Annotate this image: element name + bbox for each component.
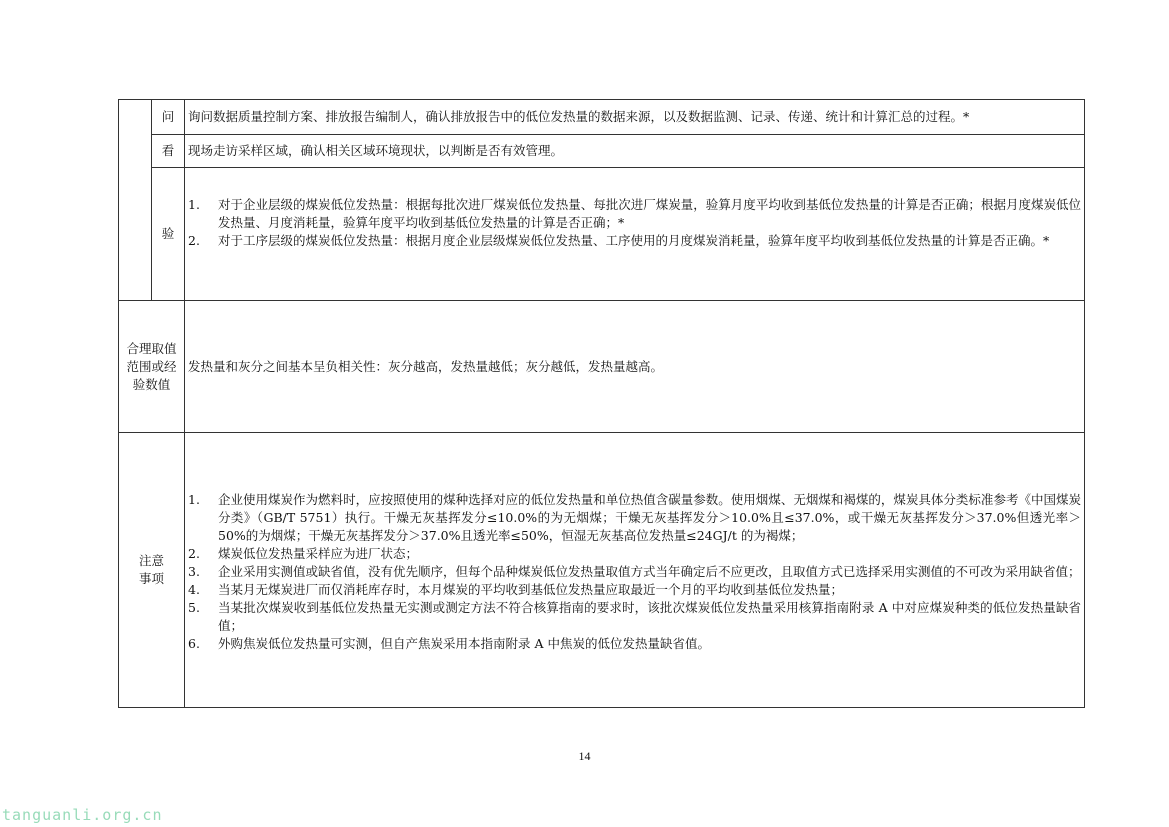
notes-content <box>185 433 1085 708</box>
list-item: 5. 当某批次煤炭收到基低位发热量无实测或测定方法不符合核算指南的要求时，该批次煤炭低位发热量采用核算指南附录 A 中对应煤炭种类的低位发热量缺省值； <box>188 600 1081 633</box>
row-verify <box>119 168 1085 301</box>
list-item: 6. 外购焦炭低位发热量可实测，但自产焦炭采用本指南附录 A 中焦炭的低位发热量缺省值。 <box>188 636 710 651</box>
row-range <box>119 301 1085 433</box>
ask-label: 问 <box>152 100 185 135</box>
row-notes <box>119 433 1085 708</box>
list-item: 1. 企业使用煤炭作为燃料时，应按照使用的煤种选择对应的低位发热量和单位热值含碳量参数。使用烟煤、无烟煤和褐煤的，煤炭具体分类标准参考《中国煤炭分类》（GB/T 5751）执行。干燥无灰基挥发分≤10.0%的为无烟煤；干燥无灰基挥发分＞10.0%且≤37.0%，或干燥无灰基挥发分＞37.0%但透光率＞50%的为烟煤；干燥无灰基挥发分＞37.0%且透光率≤50%，恒湿无灰基高位发热量≤24GJ/t 的为褐煤； <box>188 492 1081 543</box>
range-label: 合理取值 范围或经 验数值 <box>119 301 185 433</box>
row-look <box>119 135 1085 168</box>
watermark: tanguanli.org.cn <box>2 806 163 824</box>
look-label: 看 <box>152 135 185 168</box>
look-text: 现场走访采样区域，确认相关区域环境现状，以判断是否有效管理。 <box>185 135 1085 168</box>
ask-text: 询问数据质量控制方案、排放报告编制人，确认排放报告中的低位发热量的数据来源，以及数据监测、记录、传递、统计和计算汇总的过程。* <box>185 100 1085 135</box>
notes-list <box>188 491 1081 653</box>
group-label-cell <box>119 100 152 301</box>
list-item: 2. 煤炭低位发热量采样应为进厂状态； <box>188 546 419 561</box>
list-item: 4. 当某月无煤炭进厂而仅消耗库存时，本月煤炭的平均收到基低位发热量应取最近一个月的平均收到基低位发热量； <box>188 582 844 597</box>
notes-label: 注意 事项 <box>119 433 185 708</box>
list-item: 3. 企业采用实测值或缺省值，没有优先顺序，但每个品种煤炭低位发热量取值方式当年确定后不应更改，且取值方式已选择采用实测值的不可改为采用缺省值； <box>188 564 1081 579</box>
verification-table <box>118 99 1085 708</box>
verify-label: 验 <box>152 168 185 301</box>
verify-list <box>188 196 1081 250</box>
list-item: 2. 对于工序层级的煤炭低位发热量：根据月度企业层级煤炭低位发热量、工序使用的月度煤炭消耗量，验算年度平均收到基低位发热量的计算是否正确。* <box>188 233 1050 248</box>
range-text: 发热量和灰分之间基本呈负相关性：灰分越高，发热量越低；灰分越低，发热量越高。 <box>185 301 1085 433</box>
verify-content <box>185 168 1085 301</box>
row-ask <box>119 100 1085 135</box>
list-item: 1. 对于企业层级的煤炭低位发热量：根据每批次进厂煤炭低位发热量、每批次进厂煤炭量，验算月度平均收到基低位发热量的计算是否正确；根据月度煤炭低位发热量、月度消耗量，验算年度平均收到基低位发热量的计算是否正确；* <box>188 197 1081 230</box>
page-number: 14 <box>578 749 591 763</box>
